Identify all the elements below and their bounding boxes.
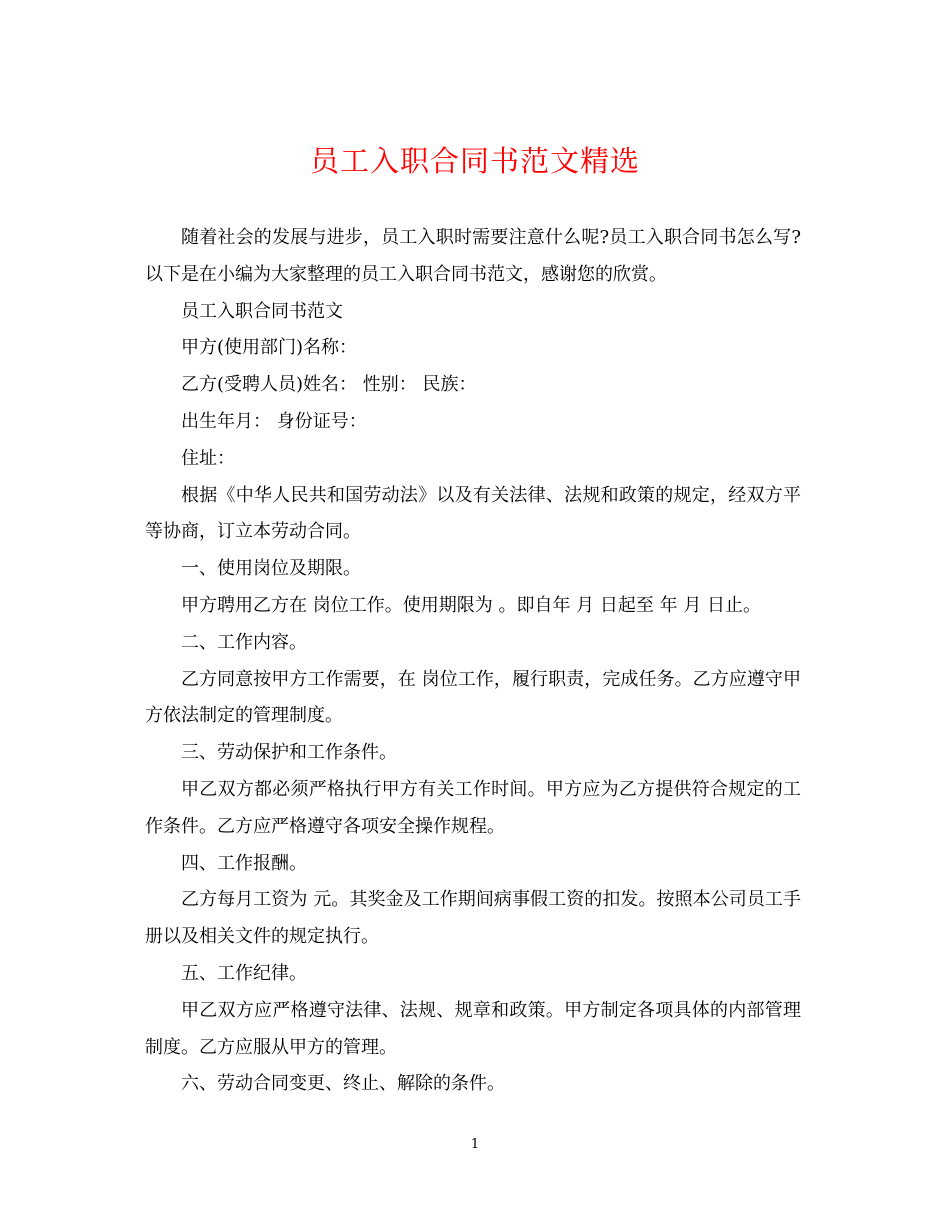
paragraph-intro: 随着社会的发展与进步，员工入职时需要注意什么呢?员工入职合同书怎么写?以下是在小编为大家整理的员工入职合同书范文，感谢您的欣赏。	[145, 227, 801, 285]
paragraph-section-4: 乙方每月工资为 元。其奖金及工作期间病事假工资的扣发。按照本公司员工手册以及相关文件的规定执行。	[145, 889, 801, 948]
section-heading-1: 一、使用岗位及期限。	[181, 558, 361, 580]
document-body	[145, 220, 801, 1103]
paragraph-birth-id: 出生年月： 身份证号：	[181, 410, 367, 432]
section-heading-3: 三、劳动保护和工作条件。	[181, 742, 397, 764]
paragraph-address: 住址：	[181, 447, 235, 469]
section-heading-6: 六、劳动合同变更、终止、解除的条件。	[181, 1073, 505, 1095]
page-number: 1	[470, 1137, 480, 1152]
paragraph-section-2: 乙方同意按甲方工作需要，在 岗位工作，履行职责，完成任务。乙方应遵守甲方依法制定的管理制度。	[145, 668, 801, 727]
document-title: 员工入职合同书范文精选	[309, 144, 640, 178]
paragraph-section-3: 甲乙双方都必须严格执行甲方有关工作时间。甲方应为乙方提供符合规定的工作条件。乙方应严格遵守各项安全操作规程。	[145, 778, 801, 837]
section-heading-4: 四、工作报酬。	[181, 852, 307, 874]
paragraph-party-a: 甲方(使用部门)名称：	[181, 337, 358, 359]
section-heading-2: 二、工作内容。	[181, 631, 307, 653]
section-heading-5: 五、工作纪律。	[181, 962, 307, 984]
paragraph-party-b: 乙方(受聘人员)姓名： 性别： 民族：	[181, 374, 477, 396]
paragraph-section-5: 甲乙双方应严格遵守法律、法规、规章和政策。甲方制定各项具体的内部管理制度。乙方应服从甲方的管理。	[145, 999, 801, 1058]
paragraph-section-1: 甲方聘用乙方在 岗位工作。使用期限为 。即自年 月 日起至 年 月 日止。	[181, 594, 762, 616]
paragraph-basis: 根据《中华人民共和国劳动法》以及有关法律、法规和政策的规定，经双方平等协商，订立本劳动合同。	[145, 484, 801, 543]
paragraph-subtitle: 员工入职合同书范文	[181, 300, 343, 322]
